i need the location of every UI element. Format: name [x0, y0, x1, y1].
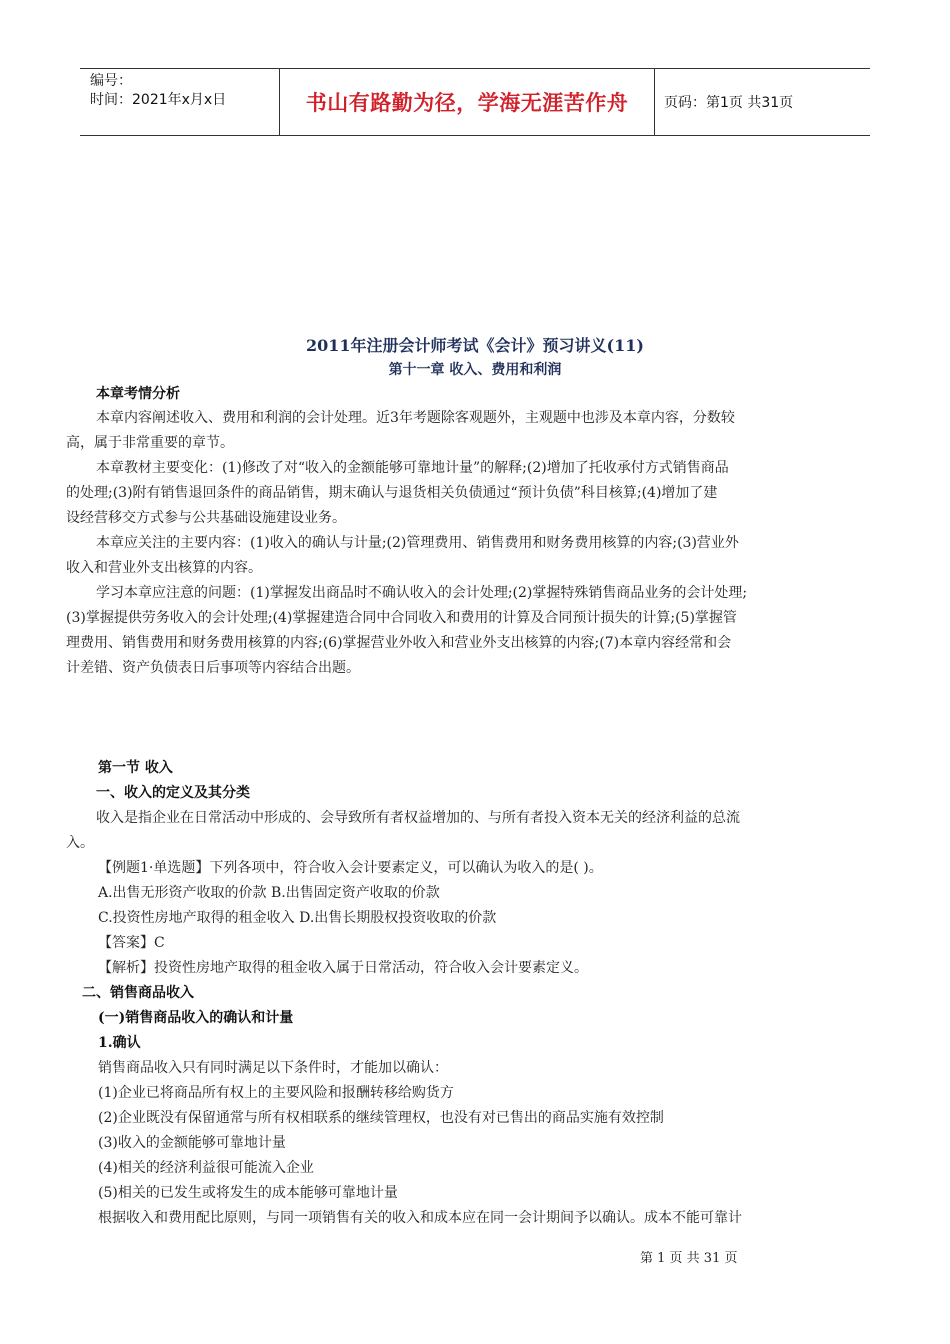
page-label: 页码：第1页 共31页	[664, 95, 794, 111]
paragraph-line: 收入是指企业在日常活动中形成的、会导致所有者权益增加的、与所有者投入资本无关的经济利益的总流	[96, 810, 740, 826]
list-item: (4)相关的经济利益很可能流入企业	[98, 1160, 314, 1176]
paragraph-line: 入。	[66, 835, 94, 851]
paragraph-line: 本章教材主要变化：(1)修改了对“收入的金额能够可靠地计量”的解释;(2)增加了托收承付方式销售商品	[96, 460, 729, 476]
paragraph-line: 学习本章应注意的问题：(1)掌握发出商品时不确认收入的会计处理;(2)掌握特殊销售商品业务的会计处理;	[96, 585, 748, 601]
list-item: (1)企业已将商品所有权上的主要风险和报酬转移给购货方	[98, 1085, 454, 1101]
header-left-cell	[80, 69, 280, 135]
example-question: 【例题1·单选题】下列各项中，符合收入会计要素定义，可以确认为收入的是( )。	[98, 860, 603, 876]
document-title: 2011年注册会计师考试《会计》预习讲义(11)	[306, 336, 644, 355]
section-heading: 本章考情分析	[96, 386, 180, 402]
paragraph-line: (3)掌握提供劳务收入的会计处理;(4)掌握建造合同中合同收入和费用的计算及合同预计损失的计算;(5)掌握管	[66, 610, 737, 626]
number-label: 编号：	[90, 73, 132, 89]
list-item: (2)企业既没有保留通常与所有权相联系的继续管理权，也没有对已售出的商品实施有效控制	[98, 1110, 664, 1126]
section-heading: 第一节 收入	[98, 760, 173, 776]
paragraph-line: 设经营移交方式参与公共基础设施建设业务。	[66, 510, 346, 526]
option-line: C.投资性房地产取得的租金收入 D.出售长期股权投资收取的价款	[98, 910, 497, 926]
subsection-heading: 1.确认	[98, 1035, 141, 1051]
paragraph-line: 理费用、销售费用和财务费用核算的内容;(6)掌握营业外收入和营业外支出核算的内容;(7)本章内容经常和会	[66, 635, 732, 651]
header-table	[80, 68, 870, 136]
subsection-heading: 二、销售商品收入	[82, 985, 194, 1001]
motto: 书山有路勤为径，学海无涯苦作舟	[280, 69, 655, 135]
paragraph-line: 高，属于非常重要的章节。	[66, 435, 234, 451]
option-line: A.出售无形资产收取的价款 B.出售固定资产收取的价款	[98, 885, 440, 901]
paragraph-line: 收入和营业外支出核算的内容。	[66, 560, 262, 576]
answer-line: 【答案】C	[98, 935, 165, 951]
paragraph-line: 本章内容阐述收入、费用和利润的会计处理。近3年考题除客观题外，主观题中也涉及本章内容，分数较	[96, 410, 735, 426]
analysis-line: 【解析】投资性房地产取得的租金收入属于日常活动，符合收入会计要素定义。	[98, 960, 588, 976]
list-item: (5)相关的已发生或将发生的成本能够可靠地计量	[98, 1185, 398, 1201]
paragraph-line: 的处理;(3)附有销售退回条件的商品销售，期末确认与退货相关负债通过“预计负债”科目核算;(4)增加了建	[66, 485, 718, 501]
paragraph-line: 根据收入和费用配比原则，与同一项销售有关的收入和成本应在同一会计期间予以确认。成本不能可靠计	[98, 1210, 742, 1226]
time-label: 时间：2021年x月x日	[90, 92, 227, 108]
paragraph-line: 销售商品收入只有同时满足以下条件时，才能加以确认：	[98, 1060, 448, 1076]
subsection-heading: 一、收入的定义及其分类	[96, 785, 250, 801]
chapter-subtitle: 第十一章 收入、费用和利润	[388, 362, 562, 378]
list-item: (3)收入的金额能够可靠地计量	[98, 1135, 286, 1151]
paragraph-line: 本章应关注的主要内容：(1)收入的确认与计量;(2)管理费用、销售费用和财务费用核算的内容;(3)营业外	[96, 535, 739, 551]
page-footer: 第 1 页 共 31 页	[640, 1251, 738, 1266]
subsection-heading: (一)销售商品收入的确认和计量	[98, 1010, 294, 1026]
paragraph-line: 计差错、资产负债表日后事项等内容结合出题。	[66, 660, 360, 676]
